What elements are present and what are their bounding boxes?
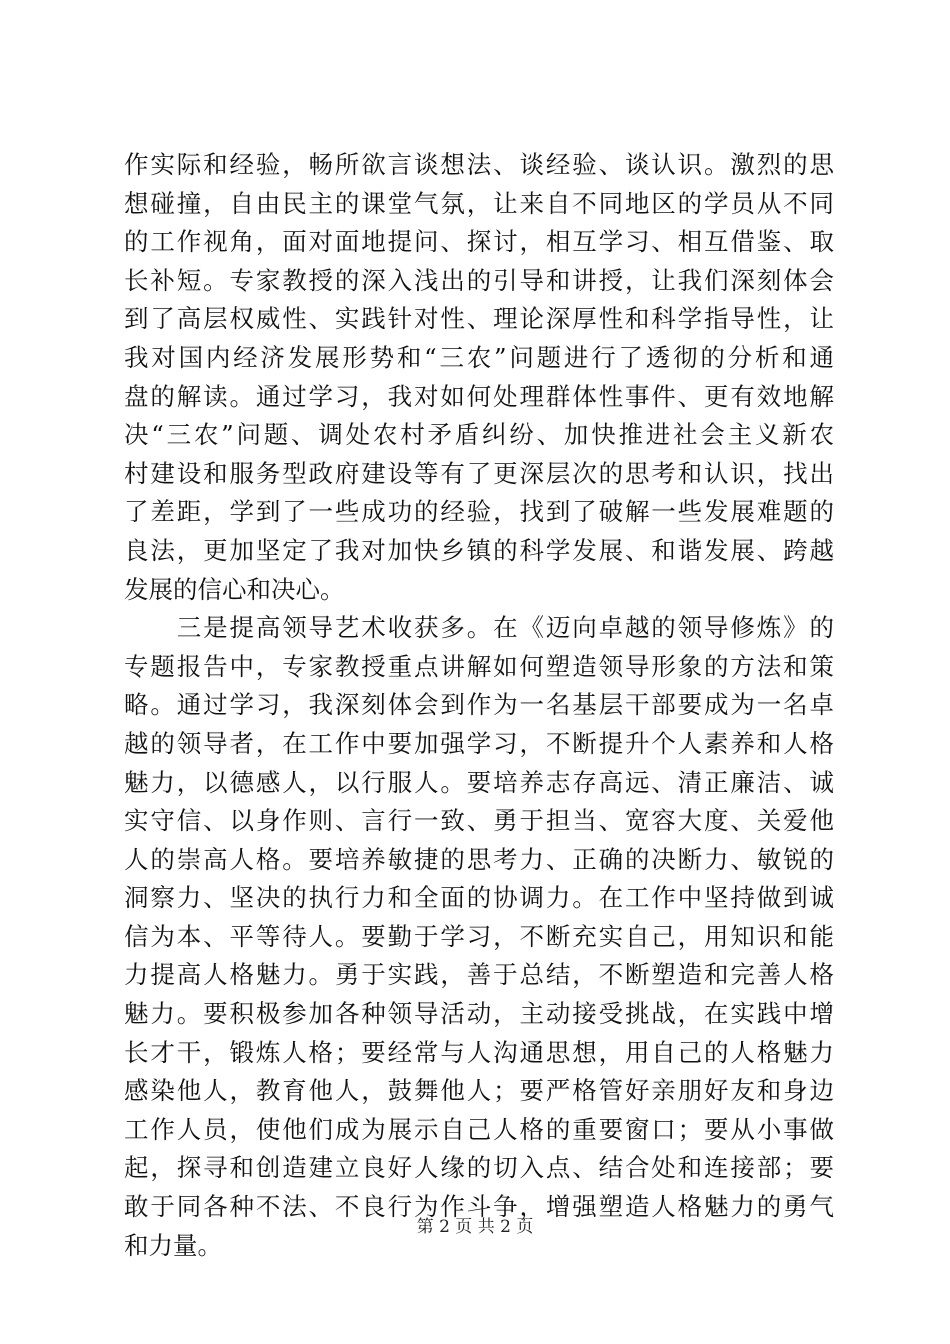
text-line: 三是提高领导艺术收获多。在《迈向卓越的领导修炼》的 [124,613,834,643]
text-line: 起，探寻和创造建立良好人缘的切入点、结合处和连接部；要 [124,1153,834,1183]
text-line: 魅力，以德感人，以行服人。要培养志存高远、清正廉洁、诚 [124,767,834,797]
text-line: 长才干，锻炼人格；要经常与人沟通思想，用自己的人格魅力 [124,1037,834,1067]
text-line: 长补短。专家教授的深入浅出的引导和讲授，让我们深刻体会 [124,265,834,295]
page-footer: 第 2 页 共 2 页 [416,1217,534,1237]
text-line: 到了高层权威性、实践针对性、理论深厚性和科学指导性，让 [124,304,834,334]
text-line: 良法，更加坚定了我对加快乡镇的科学发展、和谐发展、跨越 [124,535,834,565]
text-line: 的工作视角，面对面地提问、探讨，相互学习、相互借鉴、取 [124,227,834,257]
text-line: 了差距，学到了一些成功的经验，找到了破解一些发展难题的 [124,497,834,527]
text-line: 盘的解读。通过学习，我对如何处理群体性事件、更有效地解 [124,381,834,411]
text-line: 略。通过学习，我深刻体会到作为一名基层干部要成为一名卓 [124,690,834,720]
text-line: 感染他人，教育他人，鼓舞他人；要严格管好亲朋好友和身边 [124,1076,834,1106]
text-line: 力提高人格魅力。勇于实践，善于总结，不断塑造和完善人格 [124,960,834,990]
text-line: 作实际和经验，畅所欲言谈想法、谈经验、谈认识。激烈的思 [124,150,834,179]
text-line: 决“三农”问题、调处农村矛盾纠纷、加快推进社会主义新农 [124,420,834,450]
text-line: 越的领导者，在工作中要加强学习，不断提升个人素养和人格 [124,728,834,758]
text-line: 专题报告中，专家教授重点讲解如何塑造领导形象的方法和策 [124,651,834,681]
text-line: 人的崇高人格。要培养敏捷的思考力、正确的决断力、敏锐的 [124,844,834,874]
text-line: 敢于同各种不法、不良行为作斗争，增强塑造人格魅力的勇气 [124,1192,834,1222]
text-line: 实守信、以身作则、言行一致、勇于担当、宽容大度、关爱他 [124,806,834,836]
text-line: 村建设和服务型政府建设等有了更深层次的思考和认识，找出 [124,458,834,488]
text-line: 魅力。要积极参加各种领导活动，主动接受挑战，在实践中增 [124,999,834,1029]
text-line: 信为本、平等待人。要勤于学习，不断充实自己，用知识和能 [124,921,834,951]
document-body [124,146,834,1265]
text-line: 洞察力、坚决的执行力和全面的协调力。在工作中坚持做到诚 [124,883,834,913]
text-line: 工作人员，使他们成为展示自己人格的重要窗口；要从小事做 [124,1114,834,1144]
text-line: 发展的信心和决心。 [124,574,345,604]
text-line: 和力量。 [124,1230,222,1260]
text-line: 我对国内经济发展形势和“三农”问题进行了透彻的分析和通 [124,342,834,372]
text-line: 想碰撞，自由民主的课堂气氛，让来自不同地区的学员从不同 [124,188,834,218]
